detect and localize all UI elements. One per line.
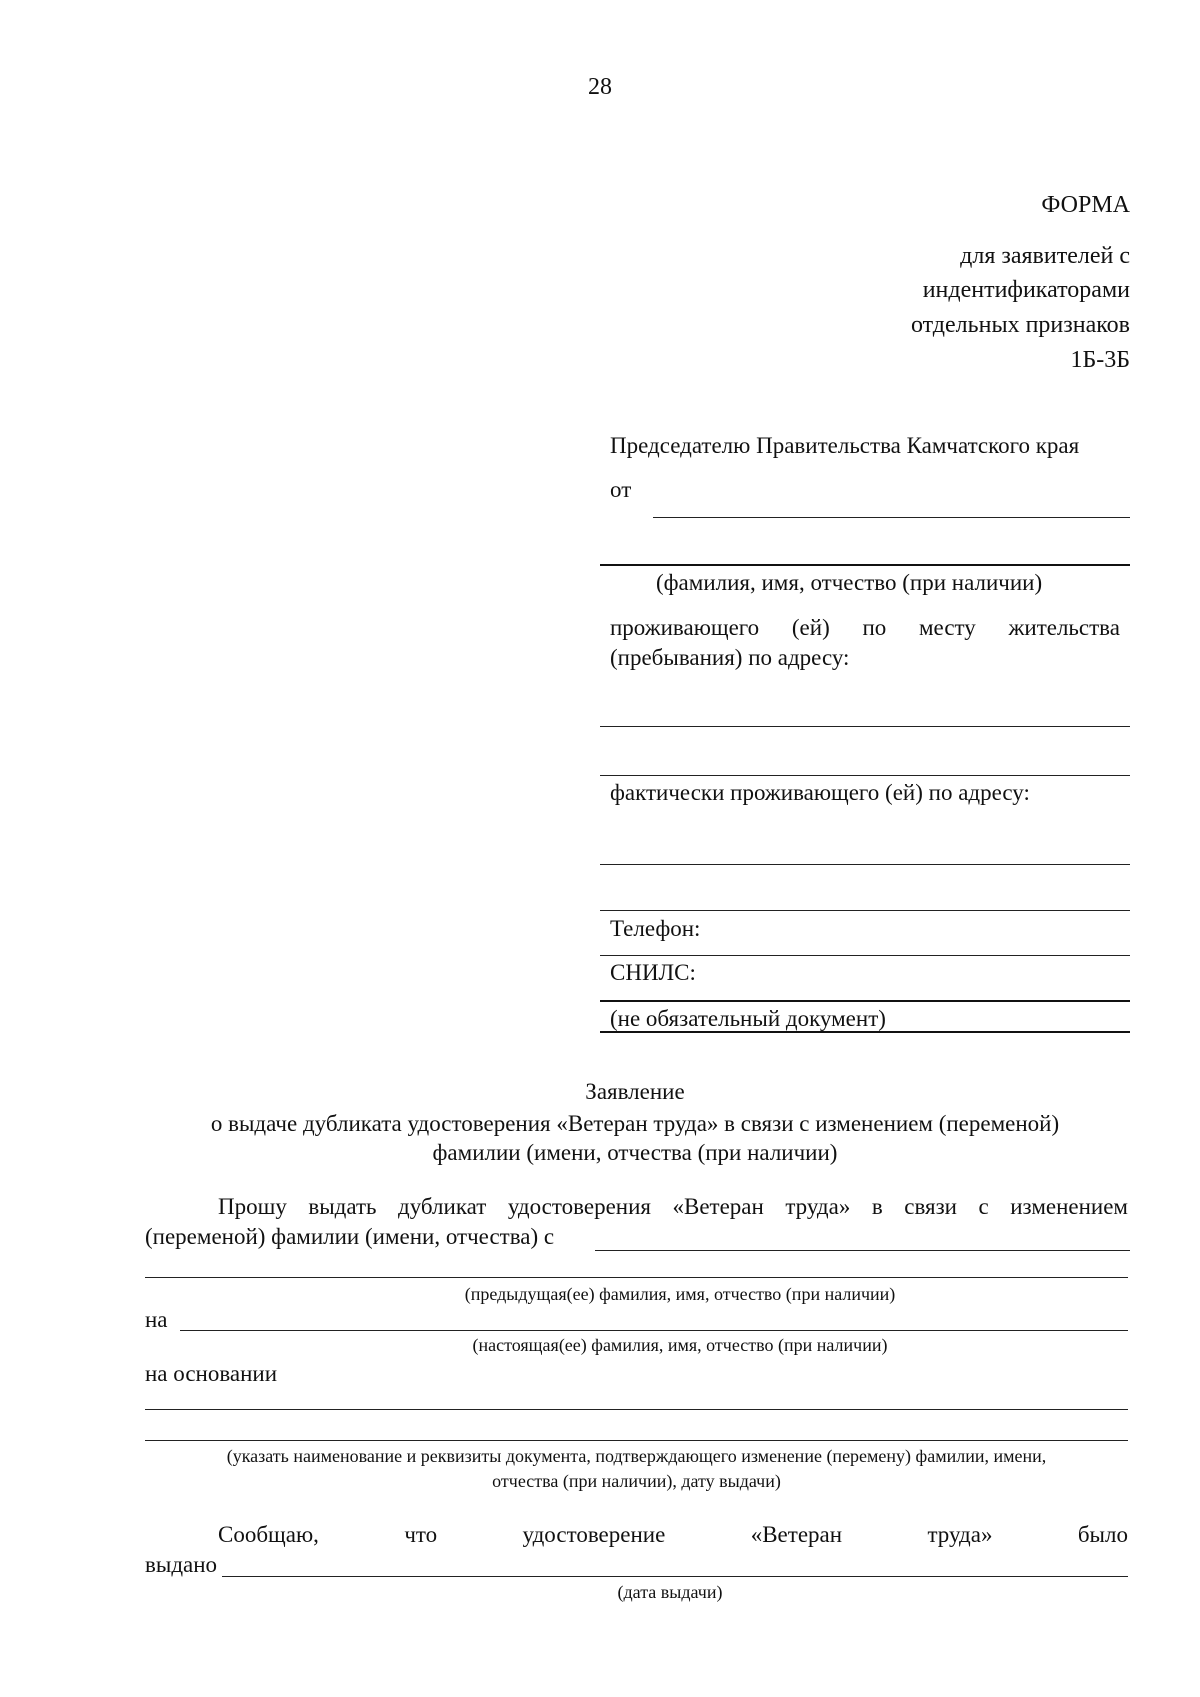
snils-note-underline	[600, 1031, 1130, 1033]
statement-title: Заявление	[585, 1079, 685, 1104]
inform-word: удостоверение	[522, 1522, 666, 1547]
current-name-field-line[interactable]	[180, 1330, 1128, 1331]
request-word: в	[871, 1194, 883, 1219]
request-line1	[218, 1194, 1128, 1220]
issue-date-caption: (дата выдачи)	[617, 1582, 723, 1602]
residence-word: по	[862, 615, 887, 640]
issue-date-field-line[interactable]	[222, 1576, 1128, 1577]
statement-subtitle-line1: о выдаче дубликата удостоверения «Ветеран труда» в связи с изменением (переменой)	[210, 1111, 1060, 1136]
actual-address-line[interactable]	[600, 910, 1130, 911]
basis-field-line[interactable]	[145, 1409, 1128, 1410]
fio-field-line[interactable]	[600, 564, 1130, 566]
form-subtitle-line: 1Б-3Б	[1070, 347, 1130, 373]
inform-word: «Ветеран	[750, 1522, 843, 1547]
request-word: удостоверения	[507, 1194, 651, 1219]
form-subtitle-line: индентификаторами	[922, 277, 1130, 303]
inform-line	[218, 1522, 1128, 1548]
inform-word: было	[1077, 1522, 1128, 1547]
issued-label: выдано	[145, 1552, 218, 1577]
snils-note: (не обязательный документ)	[610, 1006, 886, 1031]
from-label: от	[610, 477, 632, 502]
current-name-caption: (настоящая(ее) фамилия, имя, отчество (при наличии)	[472, 1335, 888, 1355]
form-title: ФОРМА	[1041, 192, 1130, 218]
form-subtitle-line: отдельных признаков	[910, 312, 1130, 338]
residence-word: (ей)	[791, 615, 830, 640]
previous-name-caption: (предыдущая(ее) фамилия, имя, отчество (при наличии)	[464, 1284, 896, 1304]
request-word: дубликат	[398, 1194, 487, 1219]
form-subtitle-line: для заявителей с	[960, 243, 1130, 269]
page-number: 28	[588, 74, 612, 100]
phone-label: Телефон:	[610, 916, 701, 941]
actual-address-line[interactable]	[600, 864, 1130, 865]
request-word: труда»	[785, 1194, 851, 1219]
basis-field-line[interactable]	[145, 1440, 1128, 1441]
residence-address-line[interactable]	[600, 726, 1130, 727]
request-word: выдать	[308, 1194, 377, 1219]
basis-caption-line1: (указать наименование и реквизиты документа, подтверждающего изменение (перемену) фамилии, имени,	[226, 1446, 1047, 1466]
addressee-to: Председателю Правительства Камчатского края	[610, 433, 1080, 458]
previous-name-field-line[interactable]	[145, 1277, 1128, 1278]
phone-field-line[interactable]	[600, 955, 1130, 956]
request-word: «Ветеран	[672, 1194, 764, 1219]
inform-word: что	[404, 1522, 438, 1547]
inform-word: Сообщаю,	[218, 1522, 319, 1547]
statement-subtitle-line2: фамилии (имени, отчества (при наличии)	[432, 1140, 838, 1165]
change-from-field-line[interactable]	[595, 1250, 1130, 1251]
snils-label: СНИЛС:	[610, 960, 696, 985]
actual-residence-label: фактически проживающего (ей) по адресу:	[610, 780, 1030, 805]
request-word: с	[978, 1194, 989, 1219]
request-word: изменением	[1010, 1194, 1128, 1219]
on-label: на	[145, 1307, 168, 1332]
residence-word: месту	[918, 615, 976, 640]
inform-word: труда»	[927, 1522, 993, 1547]
from-name-field-line[interactable]	[653, 517, 1130, 518]
residence-line2: (пребывания) по адресу:	[610, 645, 850, 670]
residence-word: проживающего	[610, 615, 760, 640]
request-word: связи	[904, 1194, 957, 1219]
request-word: Прошу	[218, 1194, 287, 1219]
residence-line1	[610, 615, 1120, 641]
fio-caption: (фамилия, имя, отчество (при наличии)	[656, 570, 1043, 595]
request-line2: (переменой) фамилии (имени, отчества) с	[145, 1224, 555, 1249]
residence-word: жительства	[1008, 615, 1120, 640]
snils-field-line[interactable]	[600, 1000, 1130, 1002]
residence-address-line[interactable]	[600, 775, 1130, 776]
basis-caption-line2: отчества (при наличии), дату выдачи)	[492, 1471, 781, 1491]
basis-label: на основании	[145, 1361, 278, 1386]
